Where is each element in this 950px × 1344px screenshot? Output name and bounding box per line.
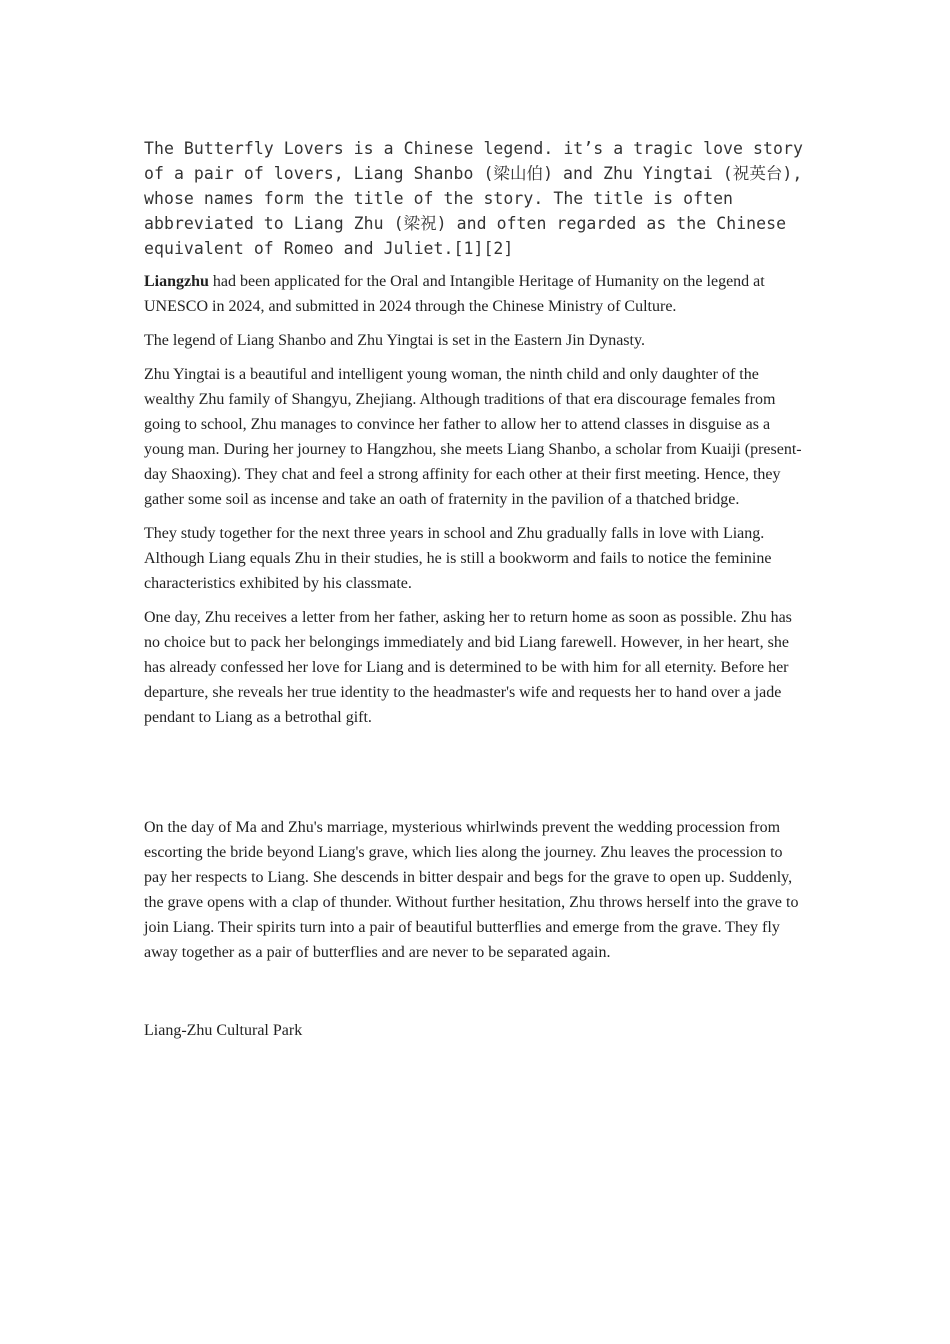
marriage-paragraph: On the day of Ma and Zhu's marriage, mysterious whirlwinds prevent the wedding procession from escorting the bride beyond Liang's grave, which lies along the journey. Zhu leaves the procession to pay her respects to Liang. She descends in bitter despair and begs for the grave to open up. Suddenly, the grave opens with a clap of thunder. Without further hesitation, Zhu throws herself into the grave to join Liang. Their spirits turn into a pair of beautiful butterflies and emerge from the grave. They fly away together as a pair of butterflies and are never to be separated again. — [144, 819, 799, 961]
cultural-park-line: Liang-Zhu Cultural Park — [144, 1022, 303, 1039]
blank-space — [144, 739, 808, 815]
document-page — [144, 136, 808, 1052]
setting-paragraph: The legend of Liang Shanbo and Zhu Yingtai is set in the Eastern Jin Dynasty. — [144, 332, 645, 349]
unesco-text: had been applicated for the Oral and Intangible Heritage of Humanity on the legend at UNESCO in 2024, and submitted in 2024 through the Chinese Ministry of Culture. — [144, 273, 765, 315]
blank-space-2 — [144, 974, 808, 1018]
liangzhu-term: Liangzhu — [144, 273, 209, 290]
study-paragraph: They study together for the next three years in school and Zhu gradually falls in love with Liang. Although Liang equals Zhu in their studies, he is still a bookworm and fails to notice the feminine characteristics exhibited by his classmate. — [144, 525, 772, 592]
unesco-paragraph — [144, 269, 808, 319]
intro-paragraph: The Butterfly Lovers is a Chinese legend. it’s a tragic love story of a pair of lovers, Liang Shanbo (梁山伯) and Zhu Yingtai (祝英台), whose names form the title of the story. The title is often abbreviated to Liang Zhu (梁祝) and often regarded as the Chinese equivalent of Romeo and Juliet.[1][2] — [144, 139, 803, 258]
zhu-yingtai-paragraph: Zhu Yingtai is a beautiful and intelligent young woman, the ninth child and only daughter of the wealthy Zhu family of Shangyu, Zhejiang. Although traditions of that era discourage females from going to school, Zhu manages to convince her father to allow her to attend classes in disguise as a young man. During her journey to Hangzhou, she meets Liang Shanbo, a scholar from Kuaiji (present-day Shaoxing). They chat and feel a strong affinity for each other at their first meeting. Hence, they gather some soil as incense and take an oath of fraternity in the pavilion of a thatched bridge. — [144, 366, 802, 508]
departure-paragraph: One day, Zhu receives a letter from her father, asking her to return home as soon as possible. Zhu has no choice but to pack her belongings immediately and bid Liang farewell. However, in her heart, she has already confessed her love for Liang and is determined to be with him for all eternity. Before her departure, she reveals her true identity to the headmaster's wife and requests her to hand over a jade pendant to Liang as a betrothal gift. — [144, 609, 792, 726]
